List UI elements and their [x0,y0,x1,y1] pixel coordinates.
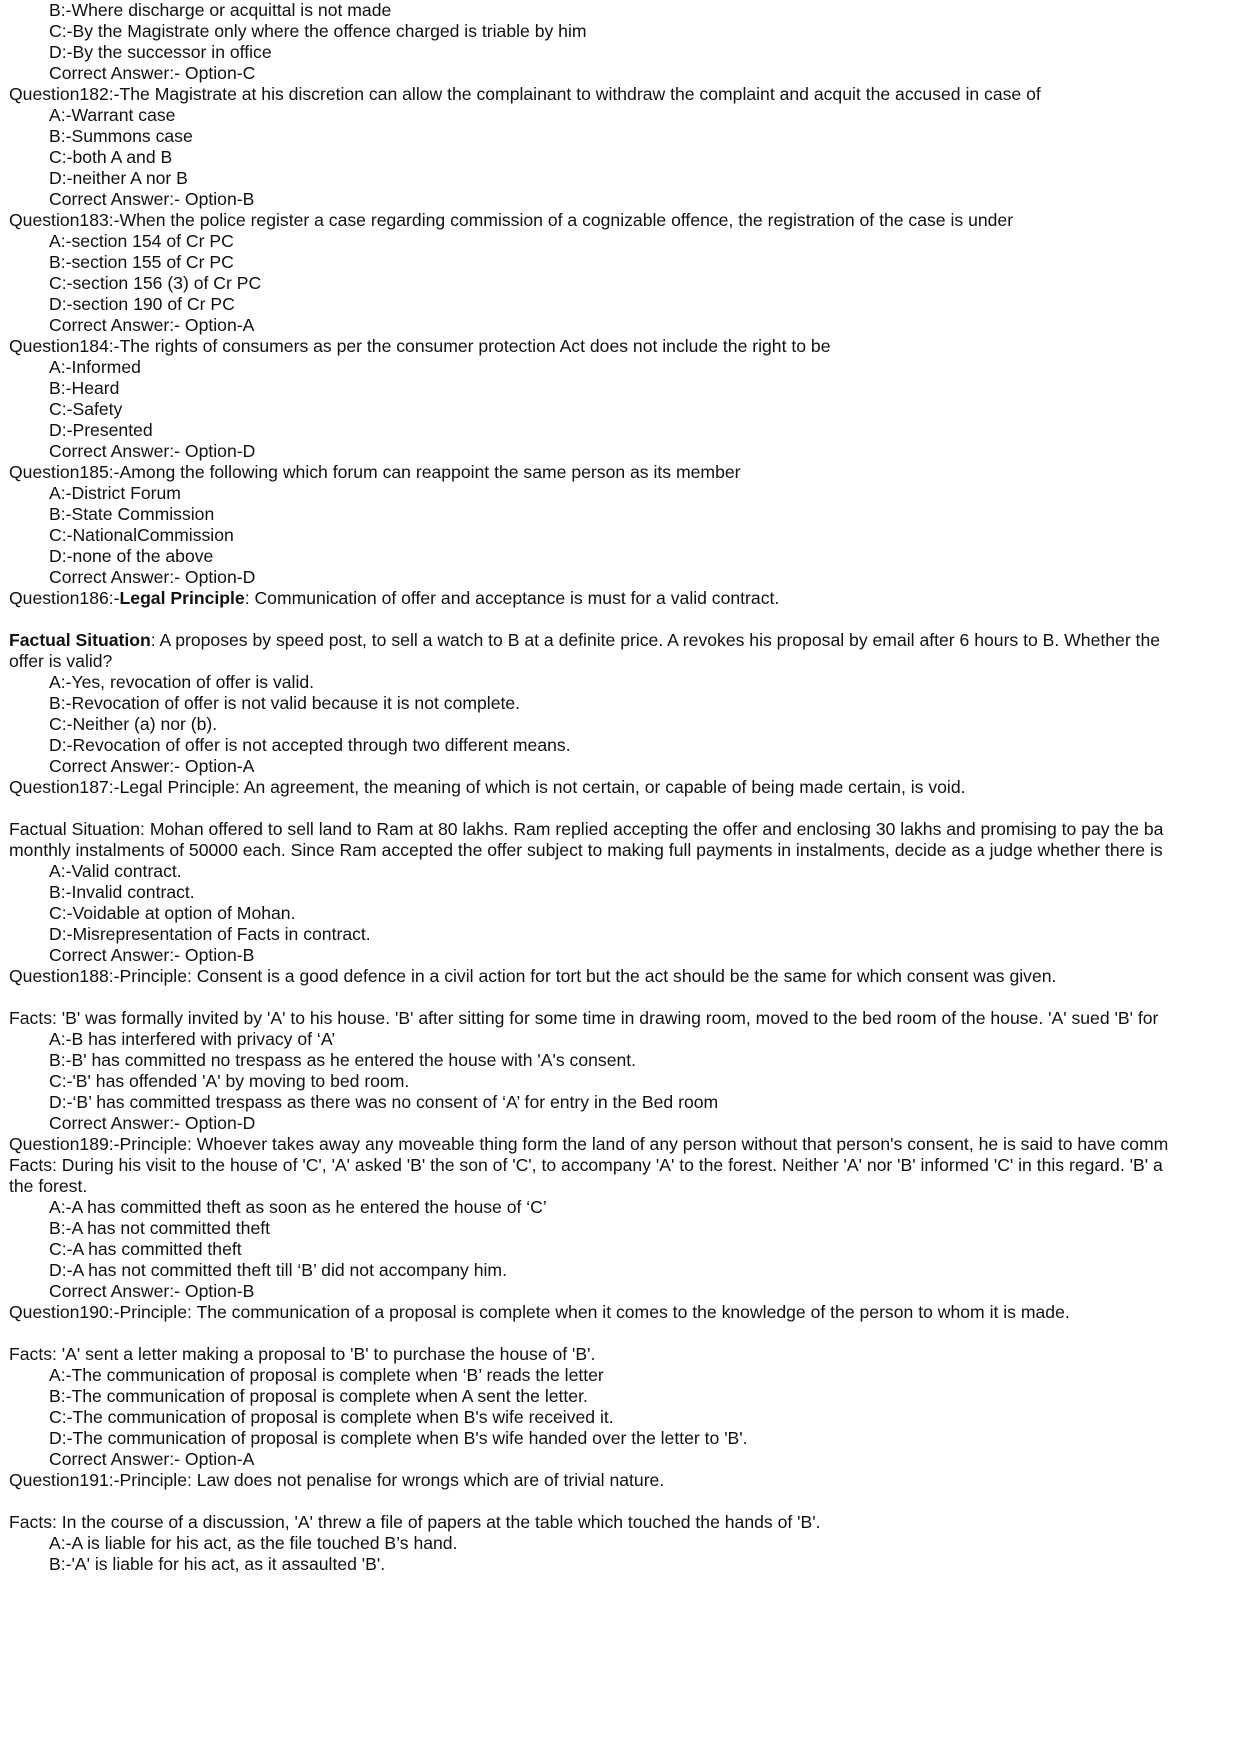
option-c: C:-'B' has offended 'A' by moving to bed room. [49,1071,410,1091]
factual-situation-label: Factual Situation [9,630,151,650]
option-b: B:-section 155 of Cr PC [49,252,234,272]
option-d: D:-A has not committed theft till ‘B’ did not accompany him. [49,1260,507,1280]
factual-situation [9,630,1160,650]
option-b: B:-Where discharge or acquittal is not made [49,0,392,20]
option-a: A:-The communication of proposal is complete when ‘B’ reads the letter [49,1365,604,1385]
option-a: A:-section 154 of Cr PC [49,231,234,251]
correct-answer: Correct Answer:- Option-D [49,567,256,587]
option-c: C:-section 156 (3) of Cr PC [49,273,262,293]
option-c: C:-Neither (a) nor (b). [49,714,218,734]
option-d: D:-Presented [49,420,153,440]
option-b: B:-Revocation of offer is not valid because it is not complete. [49,693,521,713]
factual-situation-text: : A proposes by speed post, to sell a watch to B at a definite price. A revokes his proposal by email after 6 hours to B. Whether the [150,630,1161,650]
correct-answer: Correct Answer:- Option-B [49,1281,255,1301]
option-a: A:-Yes, revocation of offer is valid. [49,672,315,692]
option-a: A:-Valid contract. [49,861,182,881]
option-c: C:-Voidable at option of Mohan. [49,903,296,923]
option-d: D:-neither A nor B [49,168,188,188]
option-a: A:-District Forum [49,483,181,503]
correct-answer: Correct Answer:- Option-A [49,315,255,335]
correct-answer: Correct Answer:- Option-A [49,756,255,776]
correct-answer: Correct Answer:- Option-D [49,1113,256,1133]
option-c: C:-The communication of proposal is complete when B's wife received it. [49,1407,614,1427]
correct-answer: Correct Answer:- Option-A [49,1449,255,1469]
option-a: A:-Informed [49,357,141,377]
option-c: C:-NationalCommission [49,525,234,545]
option-c: C:-A has committed theft [49,1239,242,1259]
option-d: D:-Misrepresentation of Facts in contract. [49,924,371,944]
option-c: C:-Safety [49,399,123,419]
correct-answer: Correct Answer:- Option-C [49,63,256,83]
option-b: B:-A has not committed theft [49,1218,271,1238]
option-a: A:-B has interfered with privacy of ‘A’ [49,1029,336,1049]
option-d: D:-By the successor in office [49,42,272,62]
legal-principle-label: Legal Principle [119,588,245,608]
option-d: D:-none of the above [49,546,214,566]
correct-answer: Correct Answer:- Option-D [49,441,256,461]
question-186 [9,588,779,608]
question-184: Question184:-The rights of consumers as per the consumer protection Act does not include the right to be [9,336,831,356]
option-b: B:-'A' is liable for his act, as it assaulted 'B'. [49,1554,386,1574]
factual-situation-continued: monthly instalments of 50000 each. Since Ram accepted the offer subject to making full payments in instalments, decide as a judge whether there is [9,840,1163,860]
option-b: B:-Summons case [49,126,193,146]
option-b: B:-State Commission [49,504,215,524]
factual-situation: Factual Situation: Mohan offered to sell land to Ram at 80 lakhs. Ram replied accepting the offer and enclosing 30 lakhs and promising to pay the ba [9,819,1164,839]
question-185: Question185:-Among the following which forum can reappoint the same person as its member [9,462,741,482]
option-a: A:-A has committed theft as soon as he entered the house of ‘C’ [49,1197,547,1217]
option-b: B:-Invalid contract. [49,882,195,902]
option-b: B:-Heard [49,378,120,398]
question-183: Question183:-When the police register a case regarding commission of a cognizable offence, the registration of the case is under [9,210,1014,230]
option-c: C:-By the Magistrate only where the offence charged is triable by him [49,21,587,41]
question-189: Question189:-Principle: Whoever takes away any moveable thing form the land of any person without that person's consent, he is said to have comm [9,1134,1169,1154]
option-c: C:-both A and B [49,147,173,167]
correct-answer: Correct Answer:- Option-B [49,945,255,965]
question-190: Question190:-Principle: The communication of a proposal is complete when it comes to the knowledge of the person to whom it is made. [9,1302,1070,1322]
option-d: D:-section 190 of Cr PC [49,294,235,314]
facts: Facts: In the course of a discussion, 'A' threw a file of papers at the table which touched the hands of 'B'. [9,1512,821,1532]
facts: Facts: During his visit to the house of 'C', 'A' asked 'B' the son of 'C', to accompany 'A' to the forest. Neither 'A' nor 'B' informed 'C' in this regard. 'B' a [9,1155,1163,1175]
option-d: D:-Revocation of offer is not accepted through two different means. [49,735,571,755]
question-prefix: Question186:- [9,588,120,608]
option-d: D:-‘B’ has committed trespass as there was no consent of ‘A’ for entry in the Bed room [49,1092,719,1112]
facts: Facts: 'A' sent a letter making a proposal to 'B' to purchase the house of 'B'. [9,1344,596,1364]
question-188: Question188:-Principle: Consent is a good defence in a civil action for tort but the act should be the same for which consent was given. [9,966,1057,986]
question-191: Question191:-Principle: Law does not penalise for wrongs which are of trivial nature. [9,1470,665,1490]
question-182: Question182:-The Magistrate at his discretion can allow the complainant to withdraw the complaint and acquit the accused in case of [9,84,1041,104]
option-b: B:-The communication of proposal is complete when A sent the letter. [49,1386,588,1406]
option-a: A:-A is liable for his act, as the file touched B’s hand. [49,1533,458,1553]
option-d: D:-The communication of proposal is complete when B's wife handed over the letter to 'B'. [49,1428,748,1448]
facts-continued: the forest. [9,1176,88,1196]
option-b: B:-B' has committed no trespass as he entered the house with 'A's consent. [49,1050,637,1070]
question-187: Question187:-Legal Principle: An agreement, the meaning of which is not certain, or capable of being made certain, is void. [9,777,966,797]
facts: Facts: 'B' was formally invited by 'A' to his house. 'B' after sitting for some time in drawing room, moved to the bed room of the house. 'A' sued 'B' for [9,1008,1159,1028]
option-a: A:-Warrant case [49,105,176,125]
factual-situation-continued: offer is valid? [9,651,113,671]
legal-principle-text: : Communication of offer and acceptance is must for a valid contract. [244,588,780,608]
correct-answer: Correct Answer:- Option-B [49,189,255,209]
